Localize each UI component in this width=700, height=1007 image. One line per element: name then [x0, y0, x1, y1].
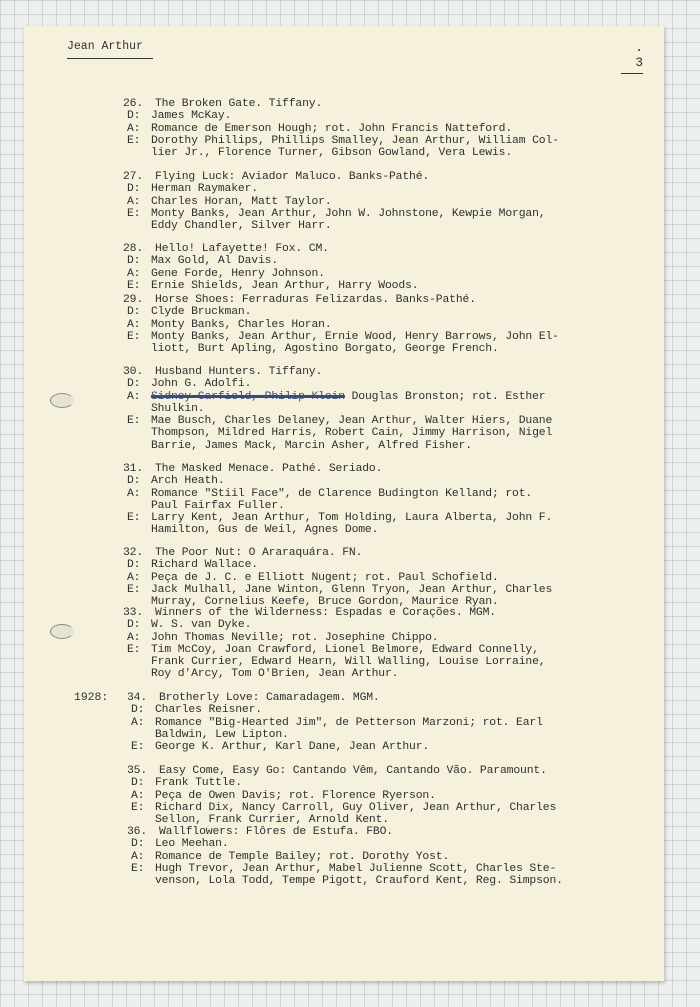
credit-continuation: Eddy Chandler, Silver Harr. — [151, 220, 332, 233]
credit-text: Richard Wallace. — [151, 559, 258, 572]
film-entry — [127, 692, 543, 753]
film-number: 29. — [123, 294, 144, 306]
film-title-line — [127, 692, 543, 704]
credit-text: Peça de J. C. e Elliott Nugent; rot. Paul Schofield. — [151, 571, 499, 584]
credit-label: D: — [127, 110, 141, 123]
film-title-line — [127, 826, 563, 838]
credit-line — [131, 790, 556, 802]
film-title-line — [123, 98, 559, 110]
film-title: Brotherly Love: Camaradagem. MGM. — [159, 692, 380, 704]
credit-text: Romance "Big-Hearted Jim", de Petterson Marzoni; rot. Earl — [155, 716, 543, 729]
credit-text: Max Gold, Al Davis. — [151, 255, 279, 268]
credit-label: D: — [131, 838, 145, 851]
credit-label: A: — [127, 122, 141, 135]
film-title-line — [123, 294, 559, 306]
film-number: 34. — [127, 692, 148, 704]
credit-text: Charles Reisner. — [155, 704, 262, 717]
credit-text: Frank Tuttle. — [155, 777, 242, 790]
credit-label: E: — [131, 801, 145, 814]
credit-line — [127, 378, 552, 390]
credit-line — [127, 512, 552, 524]
credit-continuation: Murray, Cornelius Keefe, Bruce Gordon, Maurice Ryan. — [151, 596, 499, 609]
credit-continuation: Barrie, James Mack, Marcin Asher, Alfred Fisher. — [151, 439, 472, 452]
credit-text: Romance "Stiil Face", de Clarence Budington Kelland; rot. — [151, 487, 533, 500]
credit-text: Mae Busch, Charles Delaney, Jean Arthur, Walter Hiers, Duane — [151, 415, 553, 428]
film-title-line — [123, 547, 552, 559]
credit-label: D: — [127, 255, 141, 268]
film-title: Husband Hunters. Tiffany. — [155, 366, 323, 378]
film-title: Horse Shoes: Ferraduras Felizardas. Banks-Pathé. — [155, 294, 476, 306]
film-entry — [123, 171, 545, 232]
credit-text: Herman Raymaker. — [151, 183, 258, 196]
credit-label: A: — [127, 631, 141, 644]
credit-continuation: lier Jr., Florence Turner, Gibson Gowland, Vera Lewis. — [151, 147, 513, 160]
film-entry — [123, 243, 418, 292]
credit-label: A: — [127, 267, 141, 280]
credit-label: E: — [127, 330, 141, 343]
credit-label: D: — [127, 619, 141, 632]
film-number: 32. — [123, 547, 144, 559]
credit-text: James McKay. — [151, 110, 232, 123]
credit-line — [127, 644, 545, 656]
film-entry — [123, 607, 545, 681]
credit-text: Romance de Emerson Hough; rot. John Francis Natteford. — [151, 122, 513, 135]
credit-line — [127, 183, 545, 195]
credit-line — [127, 268, 418, 280]
credit-text: Larry Kent, Jean Arthur, Tom Holding, Laura Alberta, John F. — [151, 512, 553, 525]
film-number: 31. — [123, 463, 144, 475]
film-title: The Broken Gate. Tiffany. — [155, 98, 323, 110]
film-number: 26. — [123, 98, 144, 110]
credit-text: Charles Horan, Matt Taylor. — [151, 195, 332, 208]
credit-label: D: — [127, 378, 141, 391]
credit-text: Douglas Bronston; rot. Esther — [344, 390, 546, 403]
credit-label: E: — [131, 741, 145, 754]
film-entry — [123, 98, 559, 159]
credit-label: E: — [127, 643, 141, 656]
credit-text: George K. Arthur, Karl Dane, Jean Arthur. — [155, 741, 430, 754]
credit-line — [131, 863, 563, 875]
credit-line — [127, 331, 559, 343]
credit-text: Leo Meehan. — [155, 838, 229, 851]
credit-text: Dorothy Phillips, Phillips Smalley, Jean Arthur, William Col- — [151, 134, 559, 147]
credit-line — [127, 619, 545, 631]
credit-label: A: — [127, 571, 141, 584]
credit-line — [127, 391, 552, 403]
film-number: 36. — [127, 826, 148, 838]
film-title: Easy Come, Easy Go: Cantando Vêm, Cantando Vão. Paramount. — [159, 765, 547, 777]
header-name: Jean Arthur — [67, 40, 153, 59]
credit-label: E: — [127, 512, 141, 525]
credit-text: John G. Adolfi. — [151, 378, 252, 391]
credit-text: Gene Forde, Henry Johnson. — [151, 267, 325, 280]
credit-label: D: — [127, 183, 141, 196]
credit-line — [127, 280, 418, 292]
film-entry — [123, 294, 559, 355]
credit-line — [127, 632, 545, 644]
film-number: 27. — [123, 171, 144, 183]
film-number: 33. — [123, 607, 144, 619]
film-title: Winners of the Wilderness: Espadas e Corações. MGM. — [155, 607, 496, 619]
film-title-line — [123, 366, 552, 378]
credit-line — [127, 475, 552, 487]
credit-continuation: liott, Burt Apling, Agostino Borgato, George French. — [151, 343, 499, 356]
credit-continuation: Roy d'Arcy, Tom O'Brien, Jean Arthur. — [151, 668, 399, 681]
credit-label: E: — [127, 207, 141, 220]
credit-label: D: — [127, 559, 141, 572]
typewritten-page — [24, 26, 664, 981]
film-number: 35. — [127, 765, 148, 777]
credit-label: E: — [127, 134, 141, 147]
credit-line — [127, 415, 552, 427]
credit-text: Hugh Trevor, Jean Arthur, Mabel Julienne Scott, Charles Ste- — [155, 862, 557, 875]
credit-line — [131, 717, 543, 729]
film-entry — [123, 366, 552, 452]
credit-label: A: — [131, 850, 145, 863]
page-number: . 3 — [621, 40, 643, 74]
credit-text: Peça de Owen Davis; rot. Florence Ryerson. — [155, 789, 436, 802]
film-title-line — [127, 765, 556, 777]
credit-line — [127, 255, 418, 267]
credit-line — [131, 851, 563, 863]
credit-text: Jack Mulhall, Jane Winton, Glenn Tryon, Jean Arthur, Charles — [151, 583, 553, 596]
film-title-line — [123, 171, 545, 183]
film-title-line — [123, 463, 552, 475]
credit-label: A: — [131, 789, 145, 802]
film-title: The Poor Nut: O Araraquára. FN. — [155, 547, 363, 559]
credit-line — [127, 110, 559, 122]
credit-label: D: — [131, 777, 145, 790]
film-title-line — [123, 243, 418, 255]
credit-text: John Thomas Neville; rot. Josephine Chippo. — [151, 631, 439, 644]
credit-continuation: Frank Currier, Edward Hearn, Will Walling, Louise Lorraine, — [151, 656, 546, 669]
credit-label: A: — [127, 318, 141, 331]
punch-hole-bottom — [50, 624, 74, 639]
credit-line — [127, 584, 552, 596]
credit-continuation: Baldwin, Lew Lipton. — [155, 728, 289, 741]
credit-line — [131, 802, 556, 814]
credit-continuation: Thompson, Mildred Harris, Robert Cain, Jimmy Harrison, Nigel — [151, 427, 553, 440]
credit-line — [127, 208, 545, 220]
credit-line — [127, 123, 559, 135]
credit-text: Monty Banks, Jean Arthur, John W. Johnstone, Kewpie Morgan, — [151, 207, 546, 220]
film-title: Flying Luck: Aviador Maluco. Banks-Pathé. — [155, 171, 430, 183]
credit-label: A: — [127, 195, 141, 208]
credit-continuation: Hamilton, Gus de Weil, Agnes Dome. — [151, 524, 379, 537]
credit-label: E: — [127, 415, 141, 428]
film-entry — [123, 547, 552, 608]
credit-text: Tim McCoy, Joan Crawford, Lionel Belmore, Edward Connelly, — [151, 643, 539, 656]
credit-line — [127, 319, 559, 331]
credit-label: D: — [131, 704, 145, 717]
credit-line — [131, 777, 556, 789]
film-title: Wallflowers: Flôres de Estufa. FBO. — [159, 826, 393, 838]
credit-line — [127, 135, 559, 147]
film-entry — [127, 765, 556, 826]
credit-label: D: — [127, 306, 141, 319]
credit-label: E: — [127, 279, 141, 292]
credit-label: A: — [127, 487, 141, 500]
credit-line — [127, 572, 552, 584]
credit-text: Monty Banks, Charles Horan. — [151, 318, 332, 331]
film-entry — [127, 826, 563, 887]
struck-text: Sidney Garfield, Philip Klein — [151, 390, 345, 403]
credit-line — [131, 741, 543, 753]
credit-continuation: Paul Fairfax Fuller. — [151, 499, 285, 512]
credit-continuation: venson, Lola Todd, Tempe Pigott, Crauford Kent, Reg. Simpson. — [155, 875, 563, 888]
film-title: Hello! Lafayette! Fox. CM. — [155, 243, 329, 255]
credit-line — [127, 488, 552, 500]
credit-text: Richard Dix, Nancy Carroll, Guy Oliver, Jean Arthur, Charles — [155, 801, 557, 814]
film-title: The Masked Menace. Pathé. Seriado. — [155, 463, 383, 475]
film-number: 30. — [123, 366, 144, 378]
credit-continuation: Shulkin. — [151, 402, 205, 415]
credit-continuation: Sellon, Frank Currier, Arnold Kent. — [155, 814, 389, 827]
film-title-line — [123, 607, 545, 619]
credit-label: A: — [131, 716, 145, 729]
film-number: 28. — [123, 243, 144, 255]
credit-line — [127, 559, 552, 571]
credit-label: E: — [131, 862, 145, 875]
credit-line — [127, 306, 559, 318]
credit-line — [127, 196, 545, 208]
credit-label: E: — [127, 583, 141, 596]
credit-label: D: — [127, 475, 141, 488]
credit-line — [131, 838, 563, 850]
credit-text: Romance de Temple Bailey; rot. Dorothy Yost. — [155, 850, 450, 863]
credit-text: Ernie Shields, Jean Arthur, Harry Woods. — [151, 279, 419, 292]
credit-text: Monty Banks, Jean Arthur, Ernie Wood, Henry Barrows, John El- — [151, 330, 559, 343]
film-entry — [123, 463, 552, 537]
year-label: 1928: — [74, 692, 109, 704]
credit-line — [131, 704, 543, 716]
credit-text: W. S. van Dyke. — [151, 619, 252, 632]
punch-hole-top — [50, 393, 74, 408]
credit-label: A: — [127, 390, 141, 403]
credit-text: Clyde Bruckman. — [151, 306, 252, 319]
credit-text: Arch Heath. — [151, 475, 225, 488]
